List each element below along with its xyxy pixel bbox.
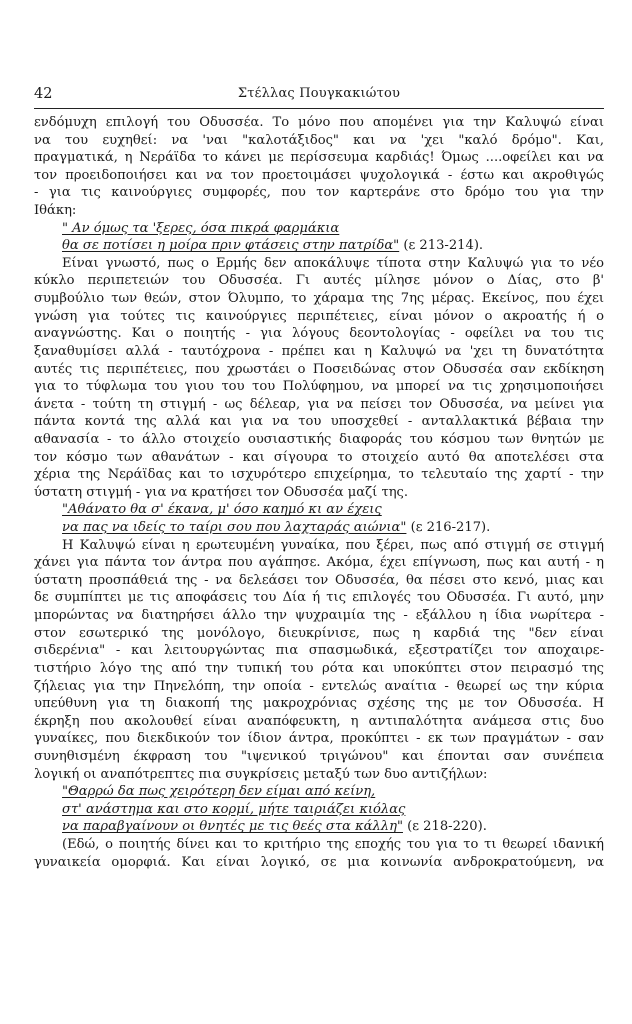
verse-quote-line <box>34 801 604 819</box>
verse-quote-line <box>34 220 604 238</box>
text-line: έκρηξη που ακολουθεί είναι αναπόφευκτη, η αντιπαλότητα ανάμεσα στις δυο <box>34 713 604 729</box>
text-line: ύστατη στιγμή - για να κρατήσει τον Οδυσσέα μαζί της. <box>34 484 409 500</box>
text-line: αναγνώστης. Και ο ποιητής - για λόγους δεοντολογίας - οφείλει να του τις <box>34 326 604 342</box>
quoted-verse: να παραβγαίνουν οι θνητές με τις θεές στα κάλλη" <box>62 819 403 835</box>
quoted-verse: θα σε ποτίσει η μοίρα πριν φτάσεις στην πατρίδα" <box>62 238 400 254</box>
text-line: ξαναθυμίσει αλλά - ταυτόχρονα - πρέπει και η Καλυψώ να 'χει τη δυνατότητα <box>34 343 604 359</box>
text-line: - για τις καινούργιες συμφορές, που τον καρτεράνε στο δρόμο του για την <box>34 185 604 201</box>
text-line: υπεύθυνη για τη διακοπή της μακροχρόνιας σχέσης της με τον Οδυσσέα. Η <box>34 696 604 712</box>
text-line: γυναίκες, που διεκδικούν τον ίδιον άντρα, προκύπτει - εκ των πραγμάτων - σαν <box>34 731 604 747</box>
text-line: αθανασία - το άλλο στοιχείο ουσιαστικής διαφοράς του κόσμου των θνητών με <box>34 431 604 447</box>
text-line: μπορώντας να διατηρήσει άλλο την ψυχραιμία της - εξάλλου η ίδια νωρίτερα - <box>34 608 604 624</box>
page-number: 42 <box>34 86 53 102</box>
quoted-verse: στ' ανάστημα και στο κορμί, μήτε ταιριάζει κιόλας <box>62 801 406 817</box>
text-line: για το τύφλωμα του γιου του του Πολύφημου, να μπορεί να τις χρησιμοποιήσει <box>34 379 604 395</box>
text-line: ύστατη προσπάθειά της - να δελεάσει τον Οδυσσέα, θα πέσει στο κενό, μιας και <box>34 572 604 588</box>
text-line: να του ευχηθεί: να 'ναι "καλοτάξιδος" και να 'χει "καλό δρόμο". Και, <box>34 132 604 148</box>
text-line: άνετα - τούτη τη στιγμή - ως δέλεαρ, για να πείσει τον Οδυσσέα, να μείνει για <box>34 396 604 412</box>
text-line: συμβούλιο των θεών, στον Όλυμπο, το χάραμα της 7ης μέρας. Εκείνος, που έχει <box>34 291 604 307</box>
text-line: σιδερένια" - και λειτουργώντας πια σπασμωδικά, εξεστρατίζει τον αποχαιρε- <box>34 643 604 659</box>
text-line: λογική οι αναπότρεπτες πια συγκρίσεις μεταξύ των δυο αντιζήλων: <box>34 766 488 782</box>
quoted-verse: "Αθάνατο θα σ' έκανα, μ' όσο καημό κι αν έχεις <box>62 502 382 518</box>
text-line: Είναι γνωστό, πως ο Ερμής δεν αποκάλυψε τίποτα στην Καλυψώ για το νέο <box>62 255 604 271</box>
verse-reference: (ε 213-214). <box>399 238 484 254</box>
text-line: Ιθάκη: <box>34 203 77 219</box>
verse-quote-line <box>34 818 604 836</box>
text-line: ζήλειας για την Πηνελόπη, την οποία - εντελώς αναίτια - θεωρεί ως την κύρια <box>34 678 604 694</box>
verse-quote-line <box>34 237 604 255</box>
quoted-verse: " Αν όμως τα 'ξερες, όσα πικρά φαρμάκια <box>62 220 340 236</box>
body-text <box>34 114 604 871</box>
verse-reference: (ε 218-220). <box>402 819 487 835</box>
text-line: στον εσωτερικό της μονόλογο, διευκρίνισε, πως η καρδιά της "δεν είναι <box>34 625 604 641</box>
text-line: κύκλο περιπετειών του Οδυσσέα. Γι αυτές μίλησε μόνον ο Δίας, στο β' <box>34 273 604 289</box>
text-line: πάντα κοντά της αλλά και για να του υποσχεθεί - ανταλλακτικά βέβαια την <box>34 414 604 430</box>
text-line: γυναικεία ομορφιά. Και είναι λογικό, σε μια κοινωνία ανδροκρατούμενη, να <box>34 854 604 870</box>
text-line: αυτές τις περιπέτειες, που χρωστάει ο Ποσειδώνας στον Οδυσσέα σαν εκδίκηση <box>34 361 604 377</box>
quoted-verse: να πας να ιδείς το ταίρι σου που λαχταράς αιώνια" <box>62 520 407 536</box>
text-line: τιστήριο λόγο της από την τυπική του ρότα και υποκύπτει στον πειρασμό της <box>34 660 604 676</box>
verse-quote-line <box>34 501 604 519</box>
text-line: γνώση για τούτες τις καινούργιες περιπέτειες, είναι μόνον ο ακροατής ή ο <box>34 308 604 324</box>
verse-reference: (ε 216-217). <box>406 520 491 536</box>
text-line: χάνει για πάντα τον άντρα που αγάπησε. Ακόμα, έχει επίγνωση, πως και αυτή - η <box>34 555 604 571</box>
text-line: ενδόμυχη επιλογή του Οδυσσέα. Το μόνο που απομένει για την Καλυψώ είναι <box>34 115 604 130</box>
verse-quote-line <box>34 783 604 801</box>
text-line: Η Καλυψώ είναι η ερωτευμένη γυναίκα, που ξέρει, πως από στιγμή σε στιγμή <box>62 537 604 553</box>
text-line: συνηθισμένη έκφραση του "ιψενικού τριγώνου" και έπονται σαν συνέπεια <box>34 748 604 764</box>
text-line: πραγματικά, η Νεράϊδα το κάνει με περίσσευμα καρδιάς! Όμως ....οφείλει και να <box>34 150 604 166</box>
text-line: (Εδώ, ο ποιητής δίνει και το κριτήριο της εποχής του για το τι θεωρεί ιδανική <box>62 836 604 852</box>
text-line: δε συμπίπτει με τις αποφάσεις του Δία ή τις επιλογές του Οδυσσέα. Γι αυτό, μην <box>34 590 604 606</box>
page-header <box>34 86 604 109</box>
text-line: χέρια της Νεράϊδας και το ισχυρότερο επιχείρημα, το τελευταίο της χαρτί - την <box>34 467 604 483</box>
verse-quote-line <box>34 519 604 537</box>
text-line: τον κόσμο των αθανάτων - και σίγουρα το στοιχείο αυτό θα αποτελέσει στα <box>34 449 604 465</box>
running-head: Στέλλας Πουγκακιώτου <box>237 86 401 101</box>
quoted-verse: "Θαρρώ δα πως χειρότερη δεν είμαι από κείνη, <box>62 784 376 800</box>
text-line: τον προειδοποιήσει και να τον προετοιμάσει ψυχολογικά - έστω και ακροθιγώς <box>34 167 604 183</box>
